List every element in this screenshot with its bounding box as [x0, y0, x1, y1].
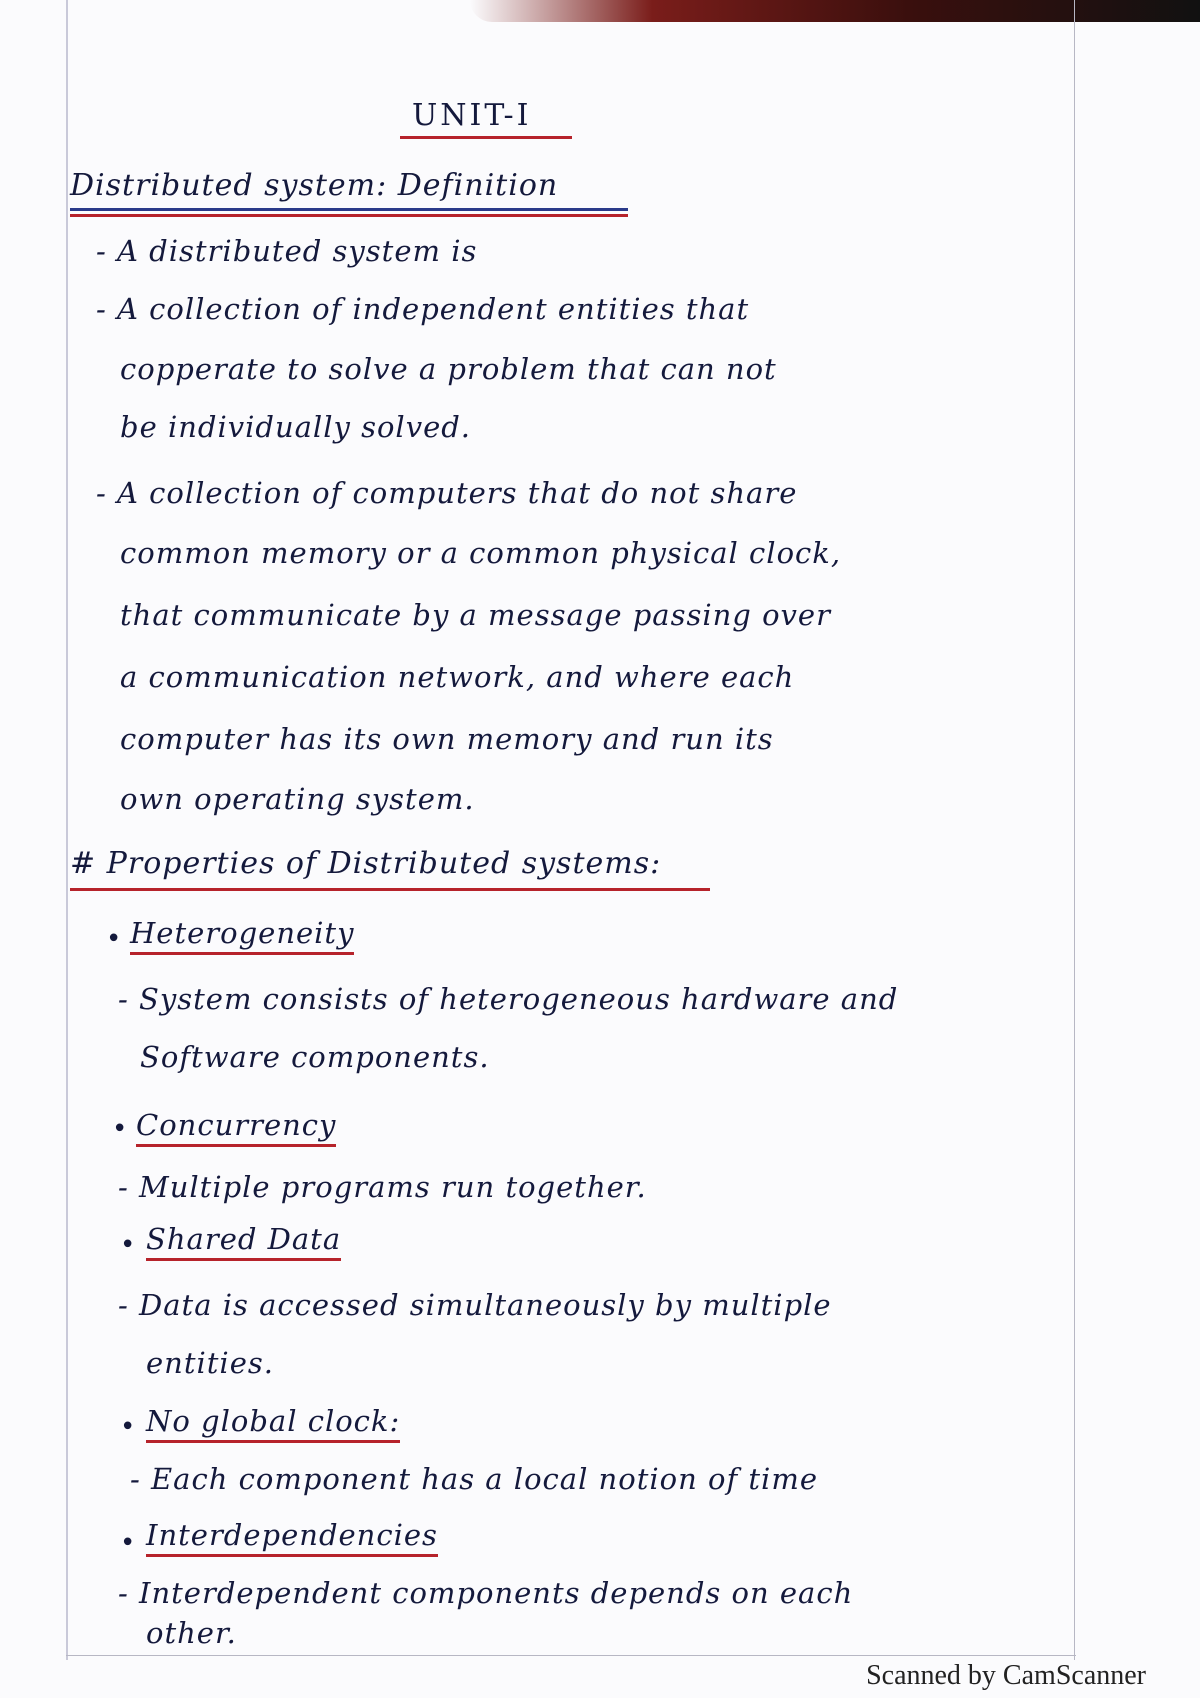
property-name: Concurrency [136, 1108, 336, 1147]
definition-line: - A collection of independent entities that [96, 292, 750, 326]
bullet-icon: • [120, 1528, 136, 1558]
scan-edge [470, 0, 1200, 22]
definition-line: be individually solved. [120, 410, 472, 444]
scanner-watermark: Scanned by CamScanner [866, 1660, 1146, 1691]
section-heading-properties: # Properties of Distributed systems: [70, 846, 662, 881]
property-desc: other. [146, 1616, 237, 1650]
title-underline [400, 136, 572, 139]
definition-line: computer has its own memory and run its [120, 722, 774, 756]
page-title: UNIT-I [412, 98, 532, 133]
bullet-icon: • [120, 1412, 136, 1442]
definition-line: that communicate by a message passing over [120, 598, 831, 632]
property-name: No global clock: [146, 1404, 400, 1443]
property-name: Shared Data [146, 1222, 341, 1261]
property-desc: entities. [146, 1346, 274, 1380]
heading-underline-red [70, 888, 710, 891]
bullet-icon: • [106, 924, 122, 954]
page-bottom-line [66, 1655, 1076, 1656]
definition-line: copperate to solve a problem that can not [120, 352, 777, 386]
heading-underline [70, 208, 628, 211]
page-edge-line [1074, 0, 1075, 1660]
definition-line: - A collection of computers that do not share [96, 476, 798, 510]
bullet-icon: • [120, 1230, 136, 1260]
property-desc: - Each component has a local notion of time [130, 1462, 818, 1496]
property-desc: - Multiple programs run together. [118, 1170, 647, 1204]
definition-line: common memory or a common physical clock, [120, 536, 842, 570]
property-name: Interdependencies [146, 1518, 438, 1557]
property-desc: Software components. [140, 1040, 490, 1074]
definition-line: a communication network, and where each [120, 660, 795, 694]
property-desc: - System consists of heterogeneous hardware and [118, 982, 899, 1016]
margin-line [66, 0, 68, 1660]
definition-line: - A distributed system is [96, 234, 478, 268]
property-name: Heterogeneity [130, 916, 354, 955]
property-desc: - Data is accessed simultaneously by multiple [118, 1288, 832, 1322]
bullet-icon: • [112, 1114, 128, 1144]
property-desc: - Interdependent components depends on each [118, 1576, 854, 1610]
heading-underline-red [70, 214, 628, 217]
definition-line: own operating system. [120, 782, 475, 816]
section-heading-definition: Distributed system: Definition [70, 168, 559, 203]
